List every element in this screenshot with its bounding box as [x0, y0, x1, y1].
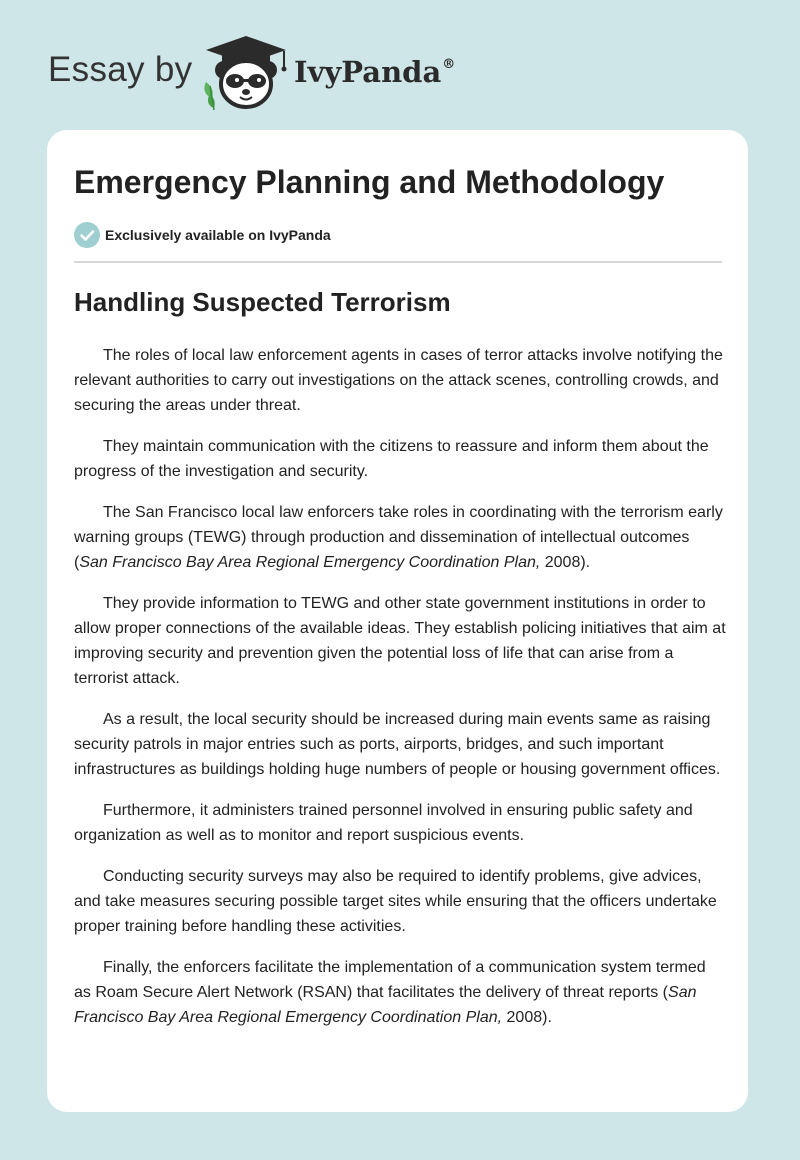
- section-title: Handling Suspected Terrorism: [74, 287, 451, 317]
- paragraph: They maintain communication with the citizens to reassure and inform them about the progress of the investigation and security.: [74, 438, 709, 480]
- paragraph: The roles of local law enforcement agents in cases of terror attacks involve notifying the relevant authorities to carry out investigations on the attack scenes, controlling crowds, and securing the areas under threat.: [74, 347, 723, 414]
- exclusive-badge: [74, 222, 331, 248]
- essay-body: [74, 343, 726, 1046]
- paragraph: Furthermore, it administers trained personnel involved in ensuring public safety and organization as well as to monitor and report suspicious events.: [74, 802, 693, 844]
- citation: San Francisco Bay Area Regional Emergency Coordination Plan,: [74, 984, 697, 1026]
- exclusive-badge-label: Exclusively available on IvyPanda: [105, 227, 331, 243]
- paragraph: The San Francisco local law enforcers take roles in coordinating with the terrorism early warning groups (TEWG) through production and dissemination of intellectual outcomes (San Francisco Bay Area Regional Emergency Coordination Plan, 2008).: [74, 504, 723, 571]
- check-circle-icon: [74, 222, 100, 248]
- citation: San Francisco Bay Area Regional Emergency Coordination Plan,: [79, 554, 541, 571]
- essay-card: [47, 130, 748, 1112]
- ivypanda-logo-icon[interactable]: [200, 34, 292, 112]
- registered-mark: ®: [442, 57, 456, 72]
- site-header: [48, 34, 748, 110]
- paragraph: Conducting security surveys may also be required to identify problems, give advices, and take measures securing possible target sites while ensuring that the officers undertake proper training before handling these activities.: [74, 868, 717, 935]
- paragraph: As a result, the local security should be increased during main events same as raising security patrols in major entries such as ports, airports, bridges, and such important infrastructures as buildings holding huge numbers of people or housing government offices.: [74, 711, 721, 778]
- page-title: Emergency Planning and Methodology: [74, 164, 665, 200]
- brand-name[interactable]: IvyPanda®: [294, 55, 456, 89]
- paragraph: They provide information to TEWG and other state government institutions in order to allow proper connections of the available ideas. They establish policing initiatives that aim at improving security and prevention given the potential loss of life that can arise from a terrorist attack.: [74, 595, 726, 687]
- paragraph: Finally, the enforcers facilitate the implementation of a communication system termed as Roam Secure Alert Network (RSAN) that facilitates the delivery of threat reports (San Francisco Bay Area Regional Emergency Coordination Plan, 2008).: [74, 959, 706, 1026]
- divider: [74, 261, 722, 263]
- essay-by-label: Essay by: [48, 50, 193, 89]
